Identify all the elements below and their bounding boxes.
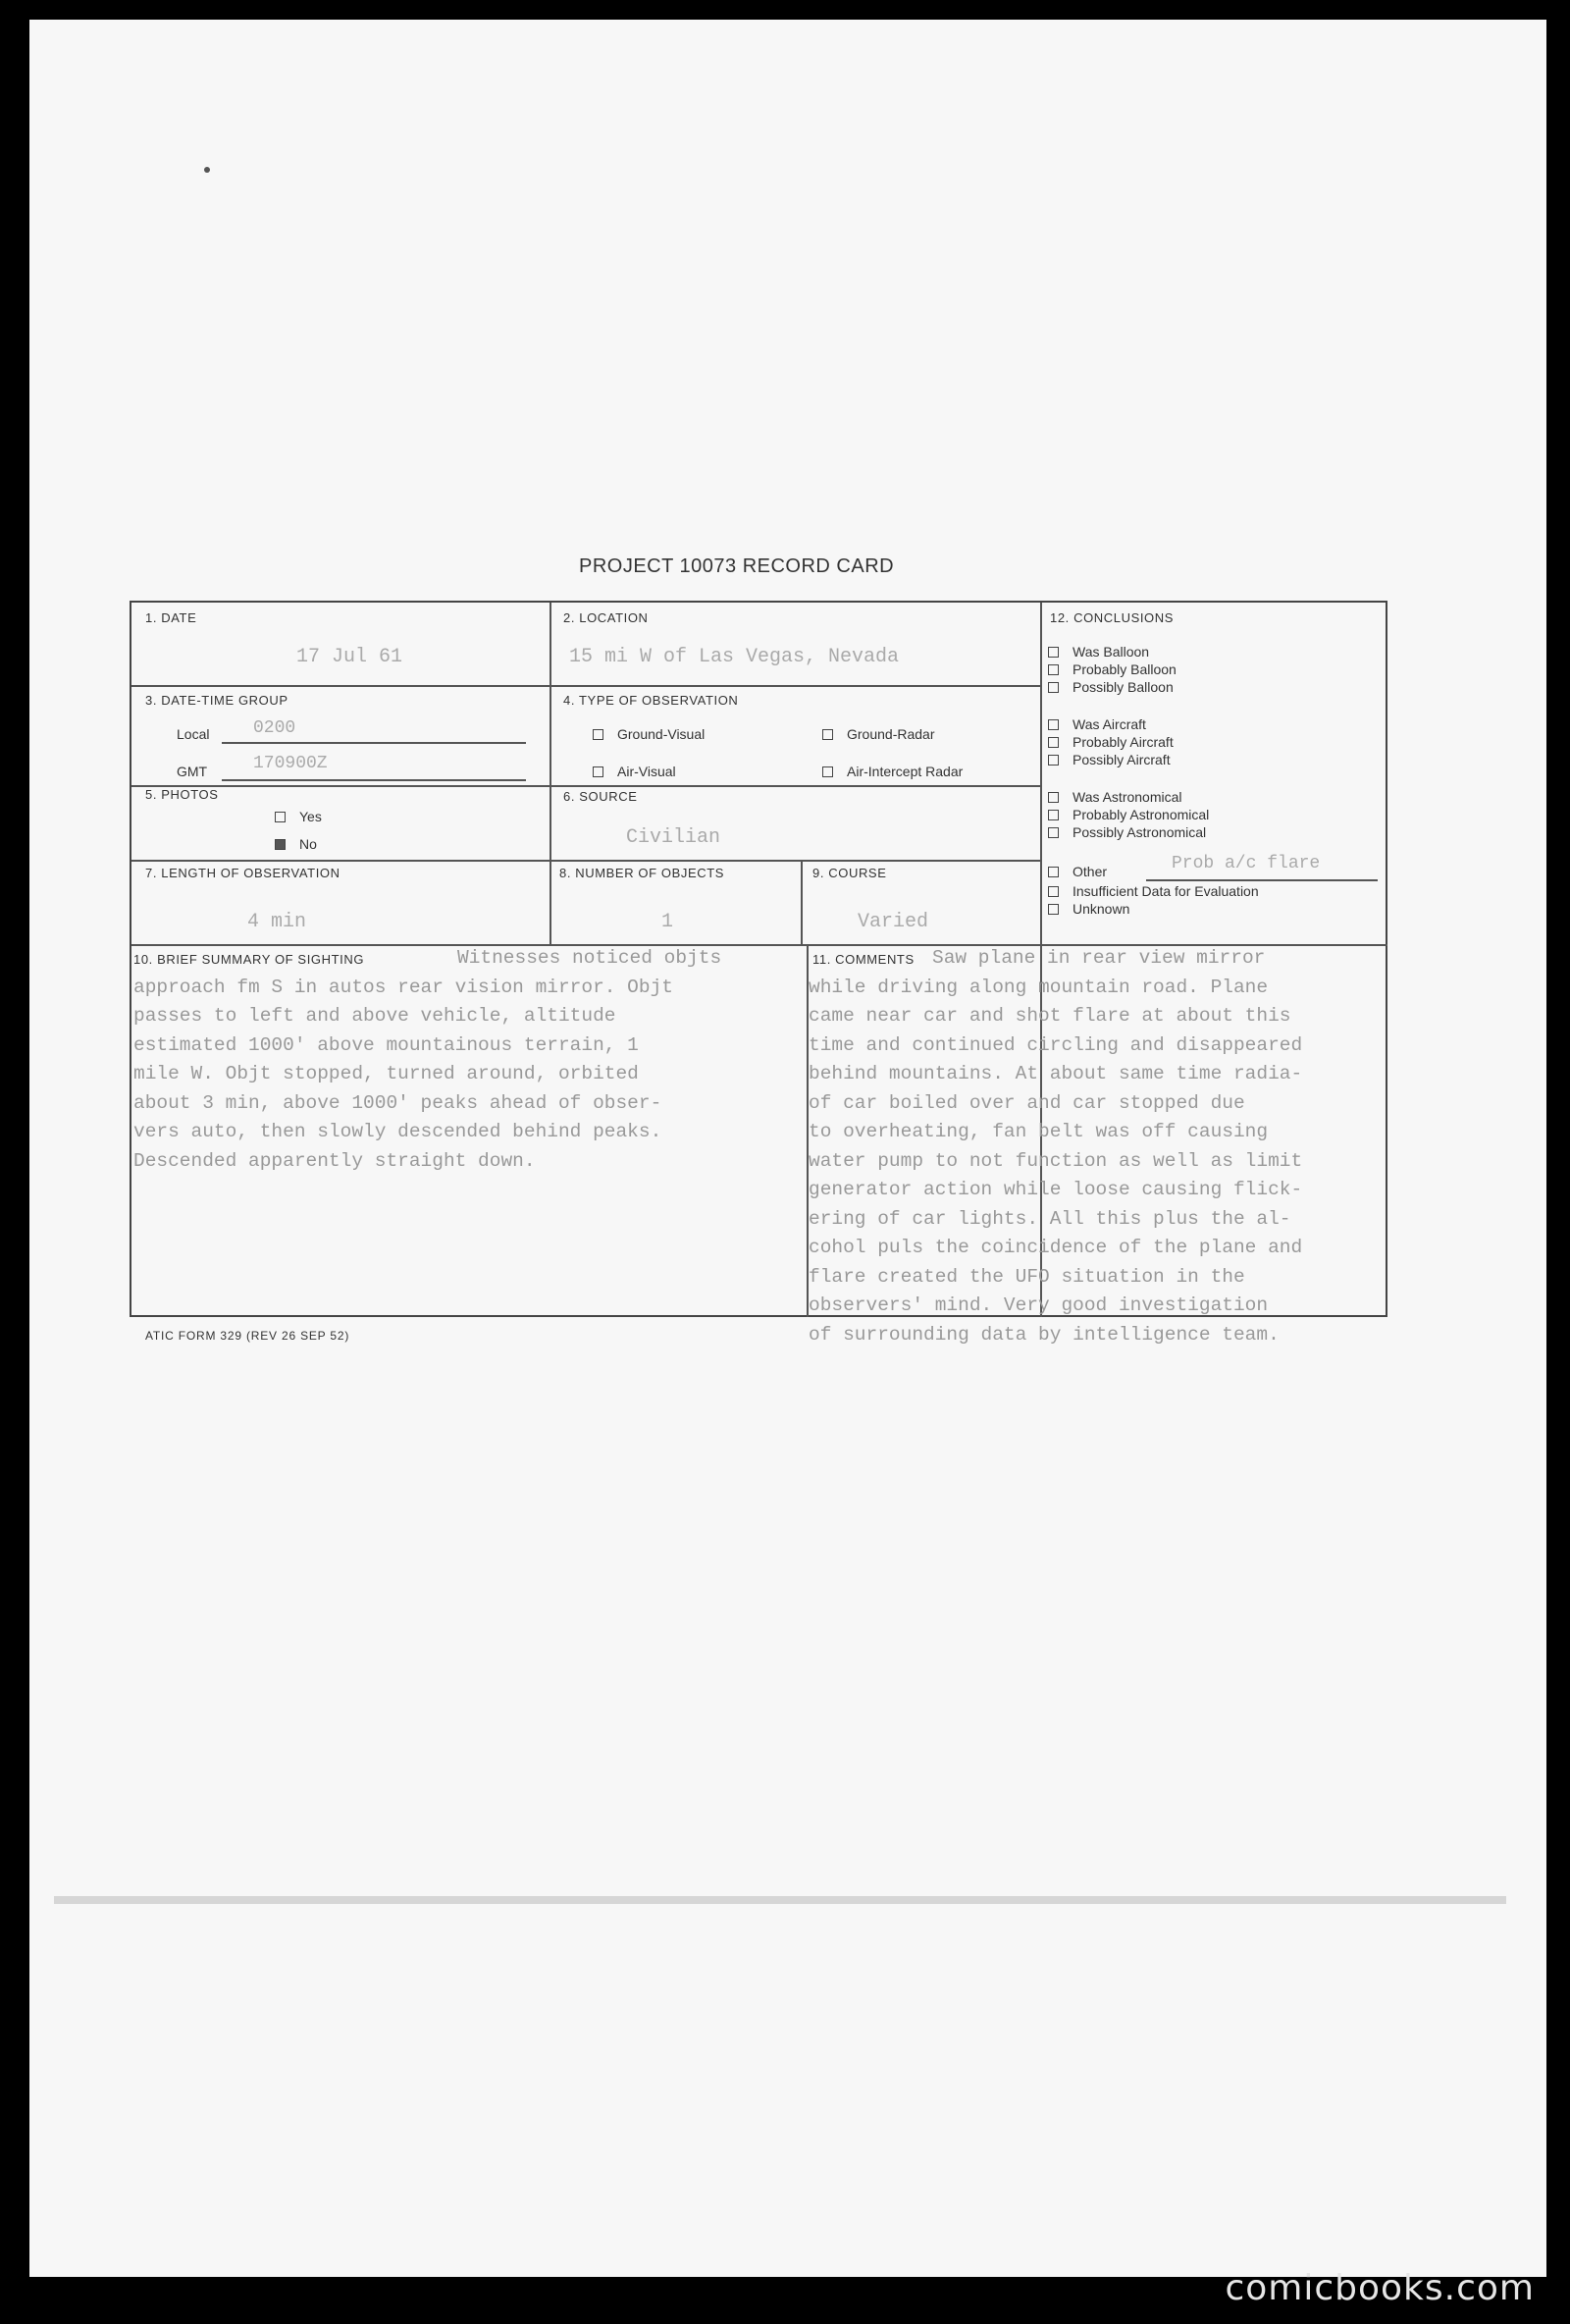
comments-line: observers' mind. Very good investigation: [809, 1294, 1269, 1316]
length-value: 4 min: [247, 911, 307, 933]
checkbox-icon: [1048, 904, 1059, 915]
conclusion-was-aircraft: Was Aircraft: [1048, 716, 1146, 732]
objects-value: 1: [661, 911, 674, 933]
summary-line: passes to left and above vehicle, altitude: [133, 1005, 616, 1027]
length-label: 7. LENGTH OF OBSERVATION: [145, 866, 340, 880]
comments-line: flare created the UFO situation in the: [809, 1265, 1245, 1288]
gmt-value: 170900Z: [253, 754, 328, 773]
watermark: comicbooks.com: [1225, 2268, 1535, 2308]
checkbox-checked-icon: [275, 839, 286, 850]
conclusion-possibly-aircraft: Possibly Aircraft: [1048, 752, 1171, 767]
summary-line: mile W. Objt stopped, turned around, orbited: [133, 1063, 639, 1084]
type-option-ground-radar: Ground-Radar: [822, 726, 935, 742]
local-value: 0200: [253, 718, 296, 738]
conclusion-other-value: Prob a/c flare: [1172, 854, 1321, 873]
summary-label: 10. BRIEF SUMMARY OF SIGHTING: [133, 952, 365, 967]
source-label: 6. SOURCE: [563, 789, 638, 804]
date-label: 1. DATE: [145, 610, 197, 625]
course-value: Varied: [858, 911, 929, 933]
conclusion-was-balloon: Was Balloon: [1048, 644, 1149, 660]
checkbox-icon: [822, 729, 833, 740]
checkbox-icon: [1048, 719, 1059, 730]
other-underline: [1146, 879, 1378, 881]
summary-line: approach fm S in autos rear vision mirror. Objt: [133, 976, 673, 998]
summary-line: Witnesses noticed objts: [457, 947, 722, 969]
type-label: 4. TYPE OF OBSERVATION: [563, 693, 739, 708]
type-option-air-intercept-radar: Air-Intercept Radar: [822, 764, 963, 779]
conclusion-probably-balloon: Probably Balloon: [1048, 661, 1177, 677]
dust-speck: [204, 167, 210, 173]
form-number: ATIC FORM 329 (REV 26 SEP 52): [145, 1329, 350, 1343]
checkbox-icon: [1048, 682, 1059, 693]
checkbox-icon: [822, 766, 833, 777]
conclusions-label: 12. CONCLUSIONS: [1050, 610, 1175, 625]
checkbox-checked-icon: [593, 729, 603, 740]
checkbox-icon: [1048, 664, 1059, 675]
checkbox-icon: [1048, 810, 1059, 820]
comments-line: of surrounding data by intelligence team.: [809, 1323, 1280, 1346]
checkbox-icon: [1048, 647, 1059, 658]
local-label: Local: [177, 726, 210, 742]
comments-line: water pump to not function as well as limit: [809, 1149, 1303, 1172]
comments-line: time and continued circling and disappeared: [809, 1033, 1303, 1056]
gmt-label: GMT: [177, 764, 208, 779]
divider: [131, 860, 1040, 862]
dtg-label: 3. DATE-TIME GROUP: [145, 693, 288, 708]
comments-label: 11. COMMENTS: [812, 952, 915, 967]
summary-line: Descended apparently straight down.: [133, 1149, 536, 1172]
divider: [550, 603, 551, 944]
comments-line: Saw plane in rear view mirror: [932, 947, 1266, 969]
checkbox-icon: [593, 766, 603, 777]
comments-line: cohol puls the coincidence of the plane and: [809, 1237, 1303, 1258]
sheet-edge-shadow: [54, 1896, 1506, 1904]
checkbox-icon: [1048, 886, 1059, 897]
divider: [131, 685, 1040, 687]
summary-line: vers auto, then slowly descended behind peaks.: [133, 1121, 662, 1142]
conclusion-unknown: Unknown: [1048, 901, 1129, 917]
objects-label: 8. NUMBER OF OBJECTS: [559, 866, 725, 880]
checkbox-checked-icon: [1048, 867, 1059, 877]
summary-line: estimated 1000' above mountainous terrain, 1: [133, 1033, 639, 1056]
source-value: Civilian: [626, 826, 721, 849]
divider: [801, 860, 803, 944]
conclusion-possibly-balloon: Possibly Balloon: [1048, 679, 1174, 695]
checkbox-icon: [275, 812, 286, 822]
course-label: 9. COURSE: [812, 866, 887, 880]
checkbox-icon: [1048, 755, 1059, 766]
divider: [131, 785, 1040, 787]
location-label: 2. LOCATION: [563, 610, 649, 625]
type-option-air-visual: Air-Visual: [593, 764, 676, 779]
comments-line: of car boiled over and car stopped due: [809, 1091, 1245, 1114]
photos-label: 5. PHOTOS: [145, 787, 219, 802]
conclusion-possibly-astronomical: Possibly Astronomical: [1048, 824, 1206, 840]
conclusion-probably-astronomical: Probably Astronomical: [1048, 807, 1209, 822]
conclusion-insufficient-data: Insufficient Data for Evaluation: [1048, 883, 1259, 899]
gmt-underline: [222, 779, 526, 781]
card-title: PROJECT 10073 RECORD CARD: [579, 555, 895, 577]
conclusion-probably-aircraft: Probably Aircraft: [1048, 734, 1174, 750]
checkbox-icon: [1048, 792, 1059, 803]
conclusion-other: Other: [1048, 864, 1107, 879]
comments-line: while driving along mountain road. Plane: [809, 976, 1269, 998]
comments-line: came near car and shot flare at about this: [809, 1005, 1291, 1027]
photos-option-no: No: [275, 836, 317, 852]
checkbox-icon: [1048, 737, 1059, 748]
comments-line: behind mountains. At about same time radia-: [809, 1063, 1303, 1084]
checkbox-icon: [1048, 827, 1059, 838]
comments-line: ering of car lights. All this plus the al-: [809, 1207, 1291, 1230]
type-option-ground-visual: Ground-Visual: [593, 726, 705, 742]
photos-option-yes: Yes: [275, 809, 322, 824]
local-underline: [222, 742, 526, 744]
summary-line: about 3 min, above 1000' peaks ahead of obser-: [133, 1091, 662, 1114]
location-value: 15 mi W of Las Vegas, Nevada: [569, 646, 900, 668]
summary-text: [133, 944, 721, 1176]
comments-text: [809, 944, 1302, 1349]
comments-line: generator action while loose causing flick-: [809, 1179, 1303, 1200]
date-value: 17 Jul 61: [296, 646, 403, 668]
conclusion-was-astronomical: Was Astronomical: [1048, 789, 1182, 805]
comments-line: to overheating, fan belt was off causing: [809, 1121, 1269, 1142]
